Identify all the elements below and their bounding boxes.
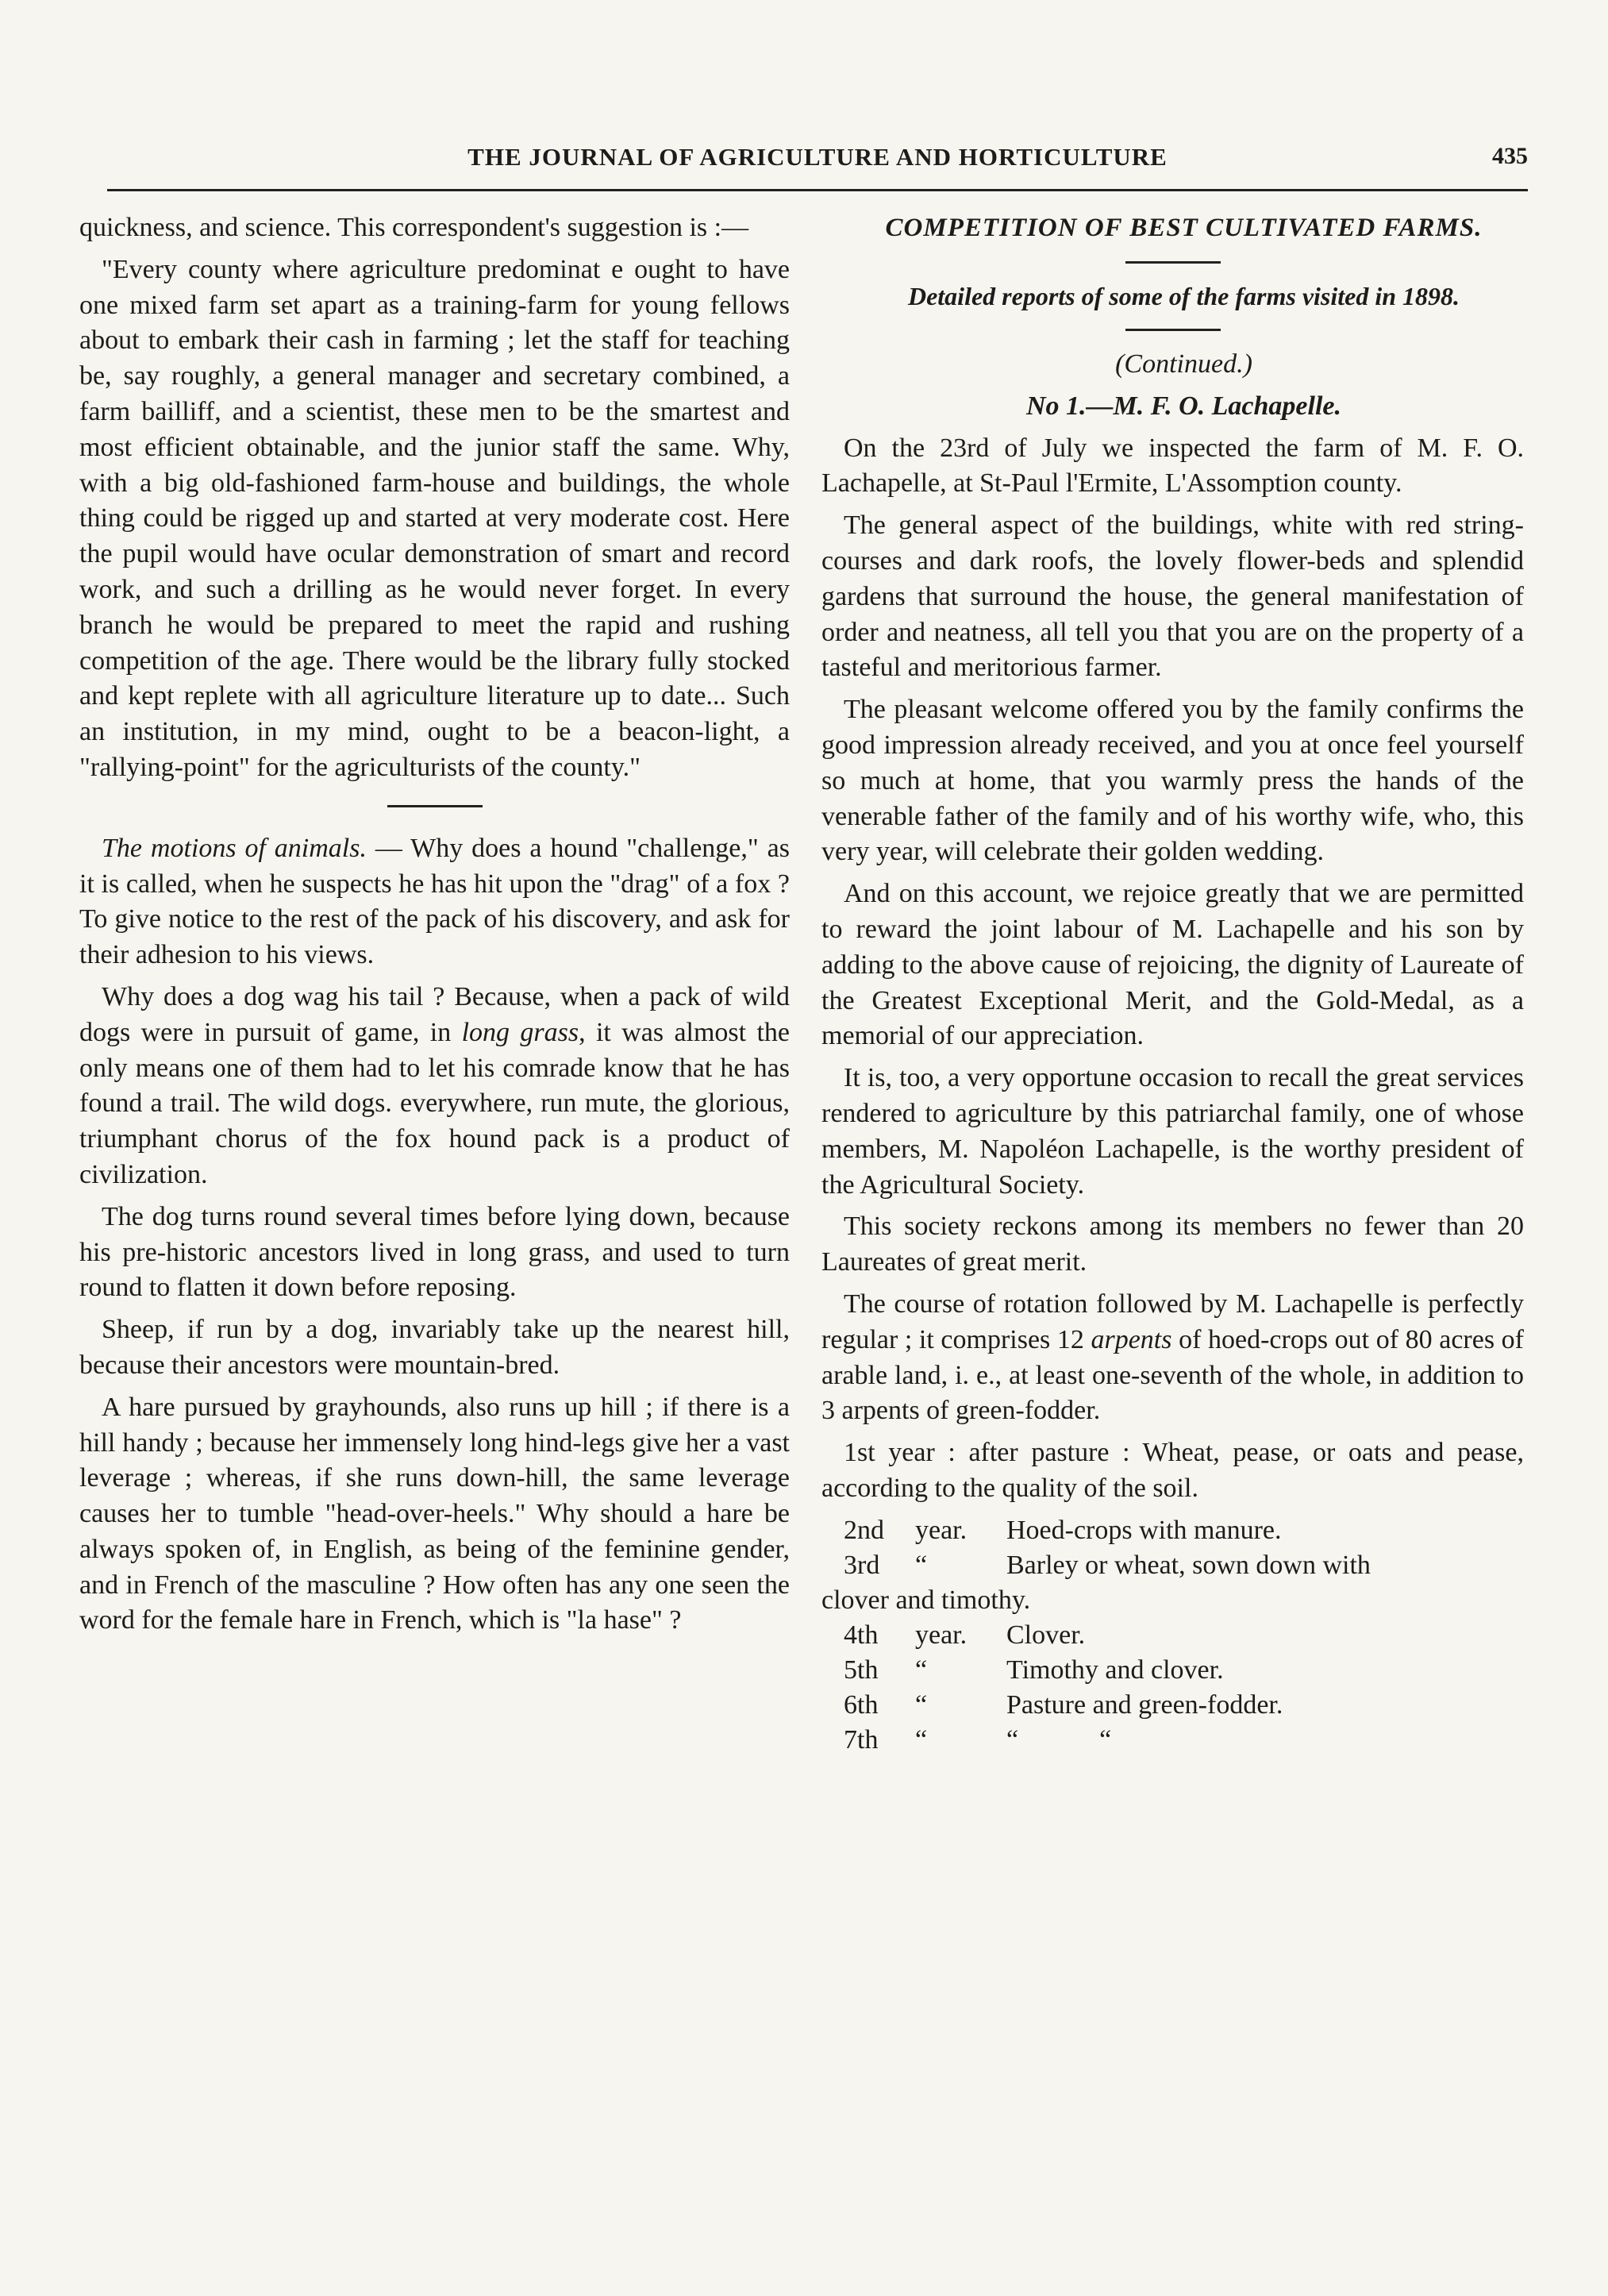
- hare-paragraph: A hare pursued by grayhounds, also runs up hill ; if there is a hill handy ; because her immensely long hind-legs give her a vast leverage ; whereas, if she runs down-hill, the same leverage causes her to tumble "head-over-heels." Why should a hare be always spoken of, in English, as being of the feminine gender, and in French of the masculine ? How often has any one seen the word for the female hare in French, which is "la hase" ?: [79, 1392, 790, 1635]
- table-row: [844, 1653, 1371, 1688]
- crop-cell: Hoed-crops with manure.: [1006, 1515, 1282, 1545]
- text-run: , it was almost the only means one of them had to let his comrade know that he has found a trail. The wild dogs. everywhere, run mute, the glorious, triumphant chorus of the fox hound pack is a product of civilization.: [79, 1017, 790, 1189]
- motions-title: The motions of animals.: [102, 833, 367, 863]
- year-cell: 4th: [844, 1620, 879, 1650]
- dog-tail-paragraph: [79, 980, 790, 1193]
- text-run: Why does a dog wag his tail ? Because, when a pack of wild dogs were in pursuit of game, in: [79, 981, 790, 1047]
- quoted-suggestion: "Every county where agriculture predominat e ought to have one mixed farm set apart as a training-farm for young fellows about to embark their cash in farming ; let the staff for teaching be, say roughly, a general manager and secretary combined, a farm bailliff, and a scientist, these men to be the smartest and most efficient obtainable, and the junior staff the same. Why, with a big old-fashioned farm-house and buildings, the whole thing could be rigged up and started at very moderate cost. Here the pupil would have ocular demonstration of smart and record work, and such a drilling as he would never forget. In every branch he would be prepared to meet the rapid and rushing competition of the age. There would be the library fully stocked and kept replete with all agriculture literature up to date... Such an institution, in my mind, ought to be a beacon-light, a "rallying-point" for the agriculturists of the county.": [79, 254, 790, 782]
- motions-paragraph: [79, 831, 790, 973]
- crop-cell: Clover.: [1006, 1620, 1086, 1650]
- paragraph: And on this account, we rejoice greatly that we are permitted to reward the joint labour of M. Lachapelle and his son by adding to the above cause of rejoicing, the dignity of Laureate of the Greatest Exceptional Merit, and the Gold-Medal, as a memorial of our appreciation.: [821, 879, 1524, 1051]
- mark-cell: “: [915, 1724, 928, 1755]
- motions-text: — Why does a hound "challenge," as it is called, when he suspects he has hit upon the "drag" of a fox ? To give notice to the rest of the pack of his discovery, and ask for their adhesion to his views.: [79, 833, 790, 970]
- crop-cell: Timothy and clover.: [1006, 1655, 1224, 1685]
- year-cell: 2nd: [844, 1515, 884, 1545]
- table-row: [844, 1583, 1371, 1618]
- mark-cell: “: [915, 1655, 928, 1685]
- sheep-paragraph: Sheep, if run by a dog, invariably take up the nearest hill, because their ancestors were mountain-bred.: [79, 1315, 790, 1380]
- paragraph: The pleasant welcome offered you by the family confirms the good impression already received, and you at once feel yourself so much at home, that you warmly press the hands of the venerable father of the family and of his worthy wife, who, this very year, will celebrate their golden wedding.: [821, 695, 1524, 867]
- article-subheading: Detailed reports of some of the farms visited in 1898.: [907, 282, 1460, 310]
- text-run: The course of rotation followed by M. Lachapelle is perfectly regular ; it comprises 12: [821, 1289, 1524, 1354]
- italic-run: arpents: [1091, 1324, 1172, 1354]
- year-cell: 7th: [844, 1724, 879, 1755]
- mark-cell: “: [915, 1689, 928, 1720]
- heading-divider: [1125, 261, 1221, 264]
- left-column: [79, 210, 790, 1645]
- mark-cell: “: [915, 1550, 928, 1580]
- paragraph: The general aspect of the buildings, white with red string-courses and dark roofs, the lovely flower-beds and splendid gardens that surround the house, the general manifestation of order and neatness, all tell you that you are on the property of a tasteful and meritorious farmer.: [821, 510, 1524, 683]
- subheading-divider: [1125, 329, 1221, 331]
- table-row: [844, 1618, 1371, 1653]
- article-heading: COMPETITION OF BEST CULTIVATED FARMS.: [885, 214, 1483, 242]
- mark-cell: year.: [915, 1515, 967, 1545]
- table-row: [844, 1513, 1371, 1548]
- year-cell: 6th: [844, 1689, 879, 1720]
- crop-cell: Barley or wheat, sown down with: [1006, 1550, 1371, 1580]
- header-rule: [107, 189, 1528, 191]
- running-header: [107, 143, 1528, 183]
- table-row: [844, 1548, 1371, 1583]
- paragraph: On the 23rd of July we inspected the farm of M. F. O. Lachapelle, at St-Paul l'Ermite, L'Assomption county.: [821, 433, 1524, 499]
- right-column: [821, 210, 1524, 1758]
- rotation-year-1: 1st year : after pasture : Wheat, pease, or oats and pease, according to the quality of the soil.: [821, 1438, 1524, 1503]
- rotation-table: [821, 1513, 1371, 1758]
- journal-title: THE JOURNAL OF AGRICULTURE AND HORTICULTURE: [467, 143, 1168, 171]
- page-number: 435: [1492, 143, 1528, 169]
- rotation-paragraph: [821, 1287, 1524, 1429]
- continued-note: (Continued.): [1115, 349, 1252, 379]
- text-run: of hoed-crops out of 80 acres of arable land, i. e., at least one-seventh of the whole, in addition to 3 arpents of green-fodder.: [821, 1324, 1524, 1426]
- paragraph: This society reckons among its members no fewer than 20 Laureates of great merit.: [821, 1212, 1524, 1277]
- crop-continuation: clover and timothy.: [821, 1585, 1031, 1615]
- mark-cell: year.: [915, 1620, 967, 1650]
- dog-turns-paragraph: The dog turns round several times before lying down, because his pre-historic ancestors lived in long grass, and used to turn round to flatten it down before reposing.: [79, 1201, 790, 1303]
- crop-cell: Pasture and green-fodder.: [1006, 1689, 1283, 1720]
- paragraph: quickness, and science. This correspondent's suggestion is :—: [79, 213, 749, 242]
- paragraph: It is, too, a very opportune occasion to recall the great services rendered to agriculture by this patriarchal family, one of whose members, M. Napoléon Lachapelle, is the worthy president of the Agricultural Society.: [821, 1063, 1524, 1200]
- table-row: [844, 1723, 1371, 1758]
- year-cell: 3rd: [844, 1550, 880, 1580]
- section-divider: [387, 805, 483, 807]
- table-row: [844, 1688, 1371, 1723]
- crop-cell: “ “: [1006, 1724, 1112, 1755]
- farm-heading: No 1.—M. F. O. Lachapelle.: [1026, 391, 1341, 421]
- year-cell: 5th: [844, 1655, 879, 1685]
- italic-run: long grass: [461, 1017, 579, 1047]
